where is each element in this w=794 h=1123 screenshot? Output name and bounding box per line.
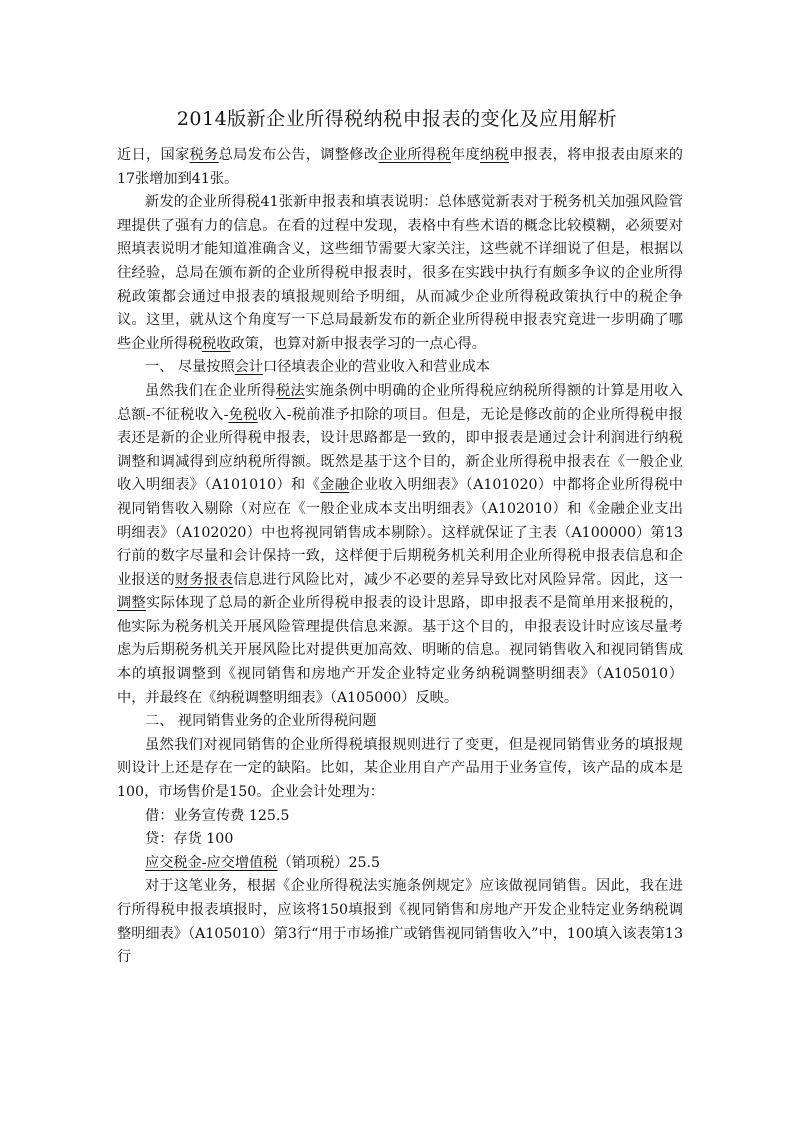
text-run: 企业收入明细表》（A101020）中都将企业所得税中视同销售收入剔除（对应在《一般企业成本支出明细表》（A102010）和《金融企业支出明细表》（A102020）中也将视同销售成本剔除）。这样就保证了主表（A100000）第13行前的数字尽量和会计保持一致，这样便于后期税务机关利用企业所得税申报表信息和企业报送的 (117, 477, 683, 588)
text-run: 信息进行风险比对，减少不必要的差异导致比对风险异常。因此，这一 (233, 571, 683, 588)
text-run: 虽然我们对视同销售的企业所得税填报规则进行了变更，但是视同销售业务的填报规则设计上还是存在一定的缺陷。比如，某企业用自产产品用于业务宣传，该产品的成本是100，市场售价是150。企业会计处理为： (117, 736, 683, 801)
text-run: 实际体现了总局的新企业所得税申报表的设计思路，即申报表不是简单用来报税的，他实际为税务机关开展风险管理提供信息来源。基于这个目的，申报表设计时应该尽量考虑为后期税务机关开展风险比对提供更加高效、明晰的信息。视同销售收入和视同销售成本的填报调整到《视同销售和房地产开发企业特定业务纳税调整明细表》（A105010）中，并最终在《纳税调整明细表》（A105000）反映。 (117, 595, 683, 706)
paragraph (117, 144, 683, 191)
paragraph (117, 380, 683, 710)
text-run: 一、 尽量按照 (145, 359, 235, 376)
text-run: 口径填表企业的营业收入和营业成本 (263, 359, 491, 376)
text-run: 年度 (450, 147, 480, 163)
paragraph (117, 852, 683, 876)
paragraph (117, 805, 683, 829)
underlined-term: 财务报表 (175, 571, 234, 588)
text-run: 贷：存货 100 (145, 831, 234, 848)
text-run: 收入-税前准予扣除的项目。但是，无论是修改前的企业所得税申报表还是新的企业所得税申报表，设计思路都是一致的，即申报表是通过会计利润进行纳税调整和调减得到应纳税所得额。既然是基于这个目的，新企业所得税申报表在《一般企业收入明细表》（A101010）和《 (117, 406, 683, 494)
paragraph (117, 710, 683, 734)
paragraph (117, 191, 683, 356)
text-run: 实施条例中明确的企业所得税应纳税所得额的计算是用收入总额-不征税收入- (117, 382, 683, 423)
text-run: 虽然我们在企业所得 (145, 382, 276, 399)
text-run: 政策，也算对新申报表学习的一点心得。 (230, 335, 486, 352)
underlined-term: 税法 (275, 382, 306, 399)
underlined-term: 税收 (202, 335, 231, 352)
underlined-term: 税务 (189, 147, 219, 163)
paragraph (117, 356, 683, 380)
underlined-term: 增值税 (234, 854, 278, 871)
underlined-term: 应交税金-应交 (145, 854, 235, 871)
text-run: 申报表，将申报表由原来的17张增加到41张。 (117, 147, 683, 187)
underlined-term: 会计 (234, 359, 264, 376)
paragraph (117, 734, 683, 805)
paragraph (117, 828, 683, 852)
text-run: 新发的企业所得税41张新申报表和填表说明：总体感觉新表对于税务机关加强风险管理提供了强有力的信息。在看的过程中发现，表格中有些术语的概念比较模糊，必须要对照填表说明才能知道准确含义，这些细节需要大家关注，这些就不详细说了但是，根据以往经验，总局在颁布新的企业所得税申报表时，很多在实践中执行有颇多争议的企业所得税政策都会通过申报表的填报规则给予明细，从而减少企业所得税政策执行中的税企争议。这里，就从这个角度写一下总局最新发布的新企业所得税申报表究竟进一步明确了哪些企业所得税 (117, 194, 683, 352)
text-run: 借：业务宣传费 125.5 (145, 807, 290, 824)
underlined-term: 免税 (228, 406, 258, 423)
underlined-term: 企业所得税 (378, 147, 451, 163)
underlined-term: 纳税 (480, 147, 510, 163)
text-run: 对于这笔业务，根据《企业所得税法实施条例规定》应该做视同销售。因此，我在进行所得税申报表填报时，应该将150填报到《视同销售和房地产开发企业特定业务纳税调整明细表》（A105010）第3行“用于市场推广或销售视同销售收入”中，100填入该表第13行 (117, 878, 683, 966)
text-run: 近日，国家 (117, 147, 190, 163)
text-run: 总局发布公告，调整修改 (218, 147, 379, 163)
document-title: 2014版新企业所得税纳税申报表的变化及应用解析 (176, 108, 618, 130)
underlined-term: 金融 (320, 477, 350, 494)
text-run: 二、 视同销售业务的企业所得税问题 (145, 713, 377, 730)
underlined-term: 调整 (117, 595, 147, 612)
text-run: （销项税）25.5 (277, 854, 381, 871)
document-body (117, 144, 683, 970)
paragraph (117, 875, 683, 969)
